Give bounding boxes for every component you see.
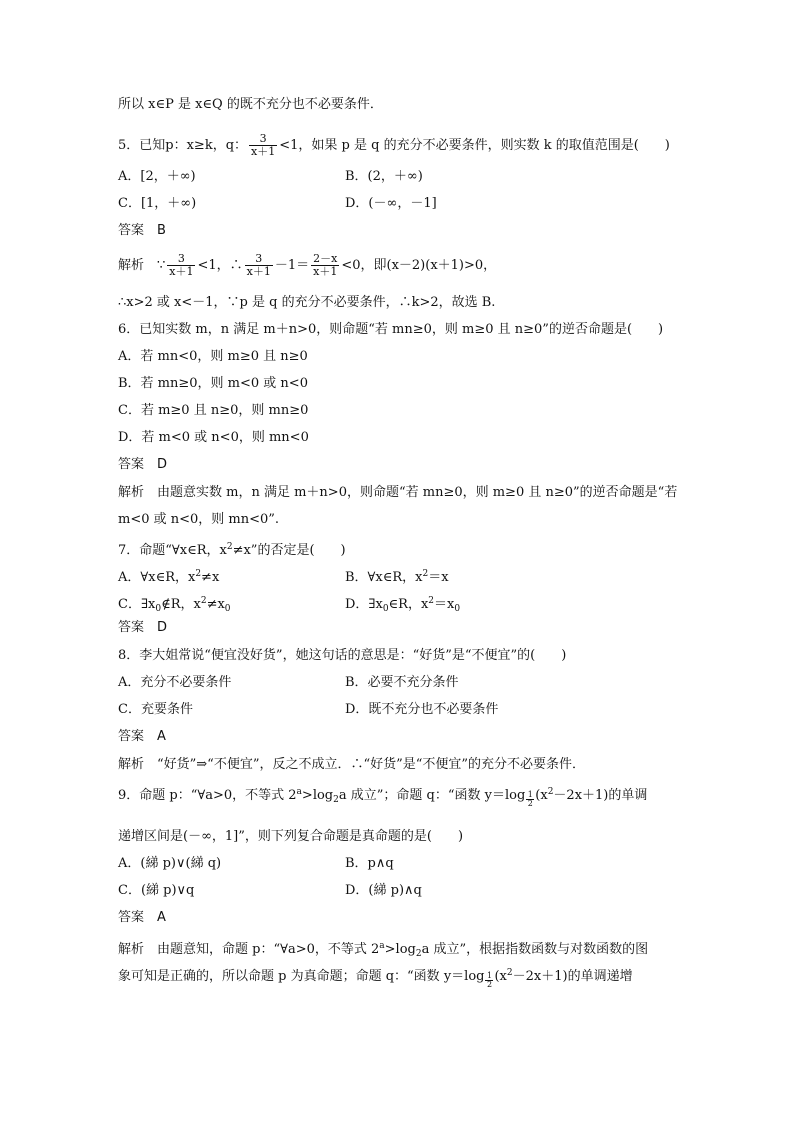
- option-a: [118, 565, 219, 587]
- option-text: ≠x: [201, 570, 220, 585]
- solution-line: [118, 964, 633, 990]
- answer: [118, 222, 166, 240]
- q7-stem-tail: ≠x”的否定是( ): [232, 543, 346, 558]
- option-text: A．∀x∈R，x: [118, 570, 196, 585]
- fraction-numerator: 2－x: [313, 252, 338, 265]
- q9-stem: 递增区间是(－∞，1]”，则下列复合命题是真命题的是( ): [118, 829, 464, 844]
- solution: [118, 937, 648, 963]
- solution-line: [118, 511, 279, 529]
- option-text: B．(2，＋∞): [345, 169, 423, 184]
- answer-text: 答案 D: [118, 620, 168, 635]
- answer-text: 答案 B: [118, 223, 166, 238]
- solution-text: m<0 或 n<0，则 mn<0”.: [118, 512, 280, 527]
- superscript: 2: [422, 569, 429, 579]
- option-text: ＝x: [434, 597, 455, 612]
- solution-text: 象可知是正确的，所以命题 p 为真命题；命题 q：“函数 y＝log: [118, 969, 485, 984]
- option-text: B．必要不充分条件: [345, 675, 459, 690]
- fraction-numerator: 3: [245, 253, 273, 266]
- option-a: [118, 168, 196, 186]
- option-a: [118, 348, 308, 366]
- option-text: C．∃x: [118, 597, 156, 612]
- solution-text: <0，即(x－2)(x＋1)>0，: [341, 258, 497, 273]
- superscript: 2: [195, 569, 202, 579]
- solution-text: 解析 由题意实数 m，n 满足 m＋n>0，则命题“若 mn≥0，则 m≥0 且 n≥0”的逆否命题是“若: [118, 485, 678, 500]
- option-d: [345, 195, 437, 213]
- q7-stem: 7．命题“∀x∈R，x: [118, 543, 227, 558]
- fraction-numerator: 3: [167, 253, 195, 266]
- q9-stem: >log: [301, 788, 334, 803]
- answer: [118, 619, 167, 637]
- question-7: [118, 538, 346, 560]
- fraction-denominator: x＋1: [246, 265, 271, 278]
- fraction: [167, 253, 195, 278]
- option-text: C．(綈 p)∨q: [118, 883, 195, 898]
- q5-stem: 5．已知p：x≥k，q：: [118, 138, 248, 153]
- option-text: D．既不充分也不必要条件: [345, 702, 499, 717]
- option-c: [118, 592, 231, 618]
- option-b: [345, 855, 394, 873]
- fraction-denominator: 2: [527, 799, 533, 808]
- solution-text: ∴x>2 或 x<－1，∵p 是 q 的充分不必要条件，∴k>2，故选 B.: [118, 295, 496, 310]
- answer-text: 答案 A: [118, 910, 166, 925]
- answer: [118, 456, 167, 474]
- q8-stem: 8．李大姐常说“便宜没好货”，她这句话的意思是：“好货”是“不便宜”的( ): [118, 648, 567, 663]
- option-text: C．若 m≥0 且 n≥0，则 mn≥0: [118, 403, 309, 418]
- option-text: A．若 mn<0，则 m≥0 且 n≥0: [118, 349, 308, 364]
- answer: [118, 909, 166, 927]
- answer-text: 答案 D: [118, 457, 168, 472]
- question-6: [118, 321, 663, 339]
- fraction-denominator: x＋1: [169, 265, 194, 278]
- text-line: [118, 96, 383, 114]
- solution-text: <1，∴: [197, 258, 243, 273]
- option-text: B．若 mn≥0，则 m<0 或 n<0: [118, 376, 308, 391]
- subscript: 0: [382, 604, 389, 614]
- fraction-denominator: x＋1: [251, 145, 276, 158]
- option-b: [345, 565, 449, 587]
- option-d: [118, 429, 309, 447]
- superscript: a: [379, 941, 385, 951]
- option-b: [345, 674, 459, 692]
- q6-stem: 6．已知实数 m，n 满足 m＋n>0，则命题“若 mn≥0，则 m≥0 且 n≥0”的逆否命题是( ): [118, 322, 664, 337]
- question-9: [118, 783, 647, 809]
- line-text: 所以 x∈P 是 x∈Q 的既不充分也不必要条件．: [118, 97, 383, 112]
- option-text: ≠x: [206, 597, 225, 612]
- option-c: [118, 402, 308, 420]
- subscript: 0: [155, 604, 162, 614]
- solution: [118, 756, 585, 774]
- solution: [118, 250, 496, 282]
- log-base-half: [525, 783, 535, 808]
- superscript: 2: [506, 968, 513, 978]
- option-b: [345, 168, 423, 186]
- question-9-cont: [118, 828, 463, 846]
- fraction: [311, 253, 339, 278]
- option-text: B．p∧q: [345, 856, 394, 871]
- solution-line: [118, 294, 495, 312]
- fraction-denominator: 2: [486, 980, 493, 989]
- option-text: B．∀x∈R，x: [345, 570, 423, 585]
- option-text: A．(綈 p)∨(綈 q): [118, 856, 222, 871]
- fraction-denominator: x＋1: [313, 265, 338, 278]
- option-d: [345, 592, 460, 618]
- solution-text: －1＝: [274, 258, 310, 273]
- solution-text: >log: [384, 942, 416, 957]
- subscript: 0: [454, 604, 461, 614]
- fraction-numerator: 3: [249, 133, 277, 146]
- answer: [118, 728, 166, 746]
- question-5: [118, 130, 670, 162]
- option-text: A．[2，＋∞): [118, 169, 196, 184]
- answer-text: 答案 A: [118, 729, 166, 744]
- q9-stem: 9．命题 p：“∀a>0，不等式 2: [118, 788, 297, 803]
- superscript: a: [296, 787, 302, 797]
- q5-stem-tail: <1，如果 p 是 q 的充分不必要条件，则实数 k 的取值范围是( ): [279, 138, 670, 153]
- option-text: D．若 m<0 或 n<0，则 mn<0: [118, 430, 309, 445]
- option-text: D．(綈 p)∧q: [345, 883, 422, 898]
- option-a: [118, 674, 231, 692]
- log-base-half: [484, 964, 494, 989]
- solution-text: 解析 由题意知，命题 p：“∀a>0，不等式 2: [118, 942, 380, 957]
- question-8: [118, 647, 566, 665]
- option-text: A．充分不必要条件: [118, 675, 232, 690]
- solution-text: 解析 “好货”⇒“不便宜”，反之不成立．∴“好货”是“不便宜”的充分不必要条件．: [118, 757, 586, 772]
- option-d: [345, 882, 422, 900]
- superscript: 2: [547, 787, 554, 797]
- solution: [118, 484, 677, 502]
- option-text: C．充要条件: [118, 702, 193, 717]
- option-d: [345, 701, 498, 719]
- q9-stem: －2x＋1)的单调: [553, 788, 648, 803]
- solution-text: a 成立”，根据指数函数与对数函数的图: [421, 942, 649, 957]
- option-text: D．(－∞，－1]: [345, 196, 437, 211]
- solution-text: (x: [494, 969, 507, 984]
- option-c: [118, 882, 194, 900]
- fraction: [245, 253, 273, 278]
- option-text: D．∃x: [345, 597, 383, 612]
- superscript: 2: [428, 596, 435, 606]
- q9-stem: (x: [535, 788, 548, 803]
- q9-stem: a 成立”；命题 q：“函数 y＝log: [338, 788, 526, 803]
- solution-text: －2x＋1)的单调递增: [512, 969, 633, 984]
- option-c: [118, 195, 196, 213]
- subscript: 0: [224, 604, 231, 614]
- superscript: 2: [200, 596, 207, 606]
- option-text: ＝x: [428, 570, 449, 585]
- option-text: ∉R，x: [161, 597, 201, 612]
- option-text: C．[1，＋∞): [118, 196, 197, 211]
- q5-fraction: [249, 133, 277, 158]
- subscript: 2: [415, 949, 422, 959]
- option-a: [118, 855, 221, 873]
- superscript: 2: [226, 542, 233, 552]
- fraction-numerator: 1: [486, 971, 493, 980]
- option-text: ∈R，x: [388, 597, 429, 612]
- option-b: [118, 375, 308, 393]
- solution-label: 解析 ∵: [118, 258, 166, 273]
- fraction-numerator: 1: [527, 790, 533, 799]
- option-c: [118, 701, 193, 719]
- subscript: 2: [333, 795, 339, 805]
